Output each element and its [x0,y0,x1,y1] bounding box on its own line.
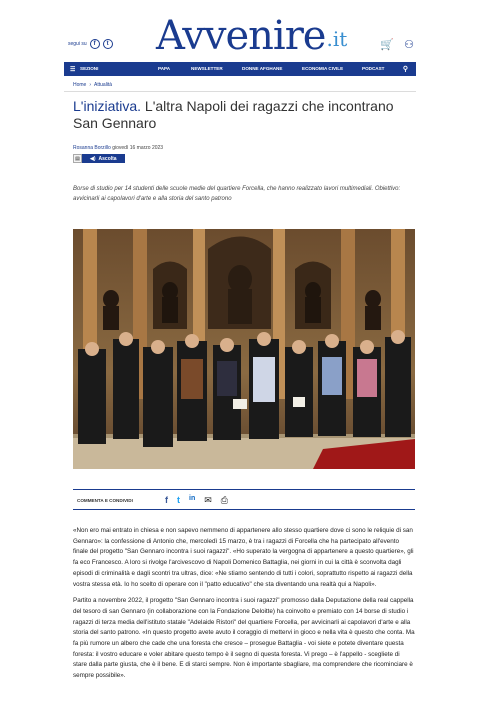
user-icon[interactable]: ⚇ [404,39,414,51]
nav-item-donne-afghane[interactable]: DONNE AFGHANE [242,66,283,71]
site-logo[interactable] [156,11,347,59]
breadcrumb-divider [64,91,416,92]
facebook-icon[interactable]: f [90,39,100,49]
article-title-text: L'altra Napoli dei ragazzi che incontrano San Gennaro [73,98,394,131]
listen-toolbar [73,154,125,163]
breadcrumb-separator: › [89,82,92,88]
article-lead: Borse di studio per 14 studenti delle scuole medie del quartiere Forcella, che hanno realizzato lavori multimediali. Obiettivo: avvicinarli ai capolavori d'arte e alla storia del santo patrono [73,186,401,202]
social-follow [68,39,113,49]
cart-icon[interactable]: 🛒 [380,39,395,51]
nav-item-newsletter[interactable]: NEWSLETTER [191,66,223,71]
logo-wordmark: Avvenire [156,13,326,59]
article-paragraph-2: Partito a novembre 2022, il progetto "San Gennaro incontra i suoi ragazzi" promosso dalla Deputazione della real cappella del tesoro di san Gennaro (in collaborazione con la Fondazione Deloitte) ha coinvolto e premiato con 14 borse di studio i ragazzi di terza media dell'istituto statale "Adelaide Ristori" del quartiere Forcella, per avvicinarli ai capolavori d'arte e alla storia del santo patrono. «In questo progetto avete avuto il coraggio di mettervi in gioco e nella vita è questo che conta. Ma fa più rumore un albero che cade che una foresta che cresce – prosegue Battaglia - voi siete e potete diventare questa foresta: il vostro educare e voler abitare questo tempo è il segno di questa foresta. Vi prego – è l'appello - scegliete di stare dalla parte giusta, che è il bene. E di starci sempre. Non è importante sbagliare, ma comprendere che ricominciare è sempre possibile». [73,597,415,680]
search-icon[interactable]: ⚲ [402,66,408,73]
article-date: giovedì 16 marzo 2023 [112,145,164,151]
article-paragraph-1: «Non ero mai entrato in chiesa e non sapevo nemmeno di appartenere allo stesso quartiere dove ci sono le reliquie di san Gennaro»: la confessione di Antonio che, mercoledì 15 marzo, è tra i ragazzi di Forcella che ha partecipato all'evento finale del progetto "San Gennaro incontra i suoi ragazzi". «Ho superato la vergogna di appartenere a questo quartiere», gli fa eco Francesco. A loro si rivolge l'arcivescovo di Napoli Domenico Battaglia, nei giorni in cui la città è sconvolta dagli episodi di criminalità e dagli scontri tra ultras, dice: «Ne stiamo sentendo di tutti i colori, soprattutto rispetto ai ragazzi della vostra stessa età. Io ho scelto di operare con il "patto educativo" che sta diventando una realtà qui a Napoli». [73,527,414,588]
logo-tld: .it [326,27,348,51]
main-nav [64,62,416,76]
nav-item-economia-civile[interactable]: ECONOMIA CIVILE [302,66,344,71]
listen-button[interactable] [82,154,125,163]
nav-sections[interactable]: SEZIONI [80,66,99,71]
article-byline [73,145,163,151]
twitter-icon[interactable]: t [103,39,113,49]
nav-item-podcast[interactable]: PODCAST [362,66,385,71]
breadcrumb-section[interactable]: Attualità [94,82,113,88]
hamburger-menu-icon[interactable]: ☰ [70,67,76,73]
twitter-share-icon[interactable]: t [177,495,180,505]
site-header [64,8,416,60]
article-kicker: L'iniziativa. [73,98,142,114]
share-bar [73,489,415,510]
share-icons [165,495,228,506]
follow-label: segui su [68,41,87,47]
print-share-icon[interactable]: ⎙ [220,495,228,505]
email-share-icon[interactable]: ✉ [204,495,212,505]
nav-item-papa[interactable]: PAPA [158,66,171,71]
article-title [73,98,413,132]
share-label: COMMENTA E CONDIVIDI [77,498,133,503]
article-photo [73,229,415,469]
listen-label: Ascolta [98,155,117,162]
header-actions [380,38,414,51]
speaker-icon: ◀) [90,155,96,162]
text-size-icon[interactable]: ▤ [73,154,82,163]
breadcrumb-home[interactable]: Home [73,82,87,88]
facebook-share-icon[interactable]: f [165,495,168,505]
author-name[interactable]: Rosanna Borzillo [73,145,111,151]
breadcrumb [73,82,112,88]
article-body [73,526,415,688]
linkedin-share-icon[interactable]: in [189,495,196,502]
